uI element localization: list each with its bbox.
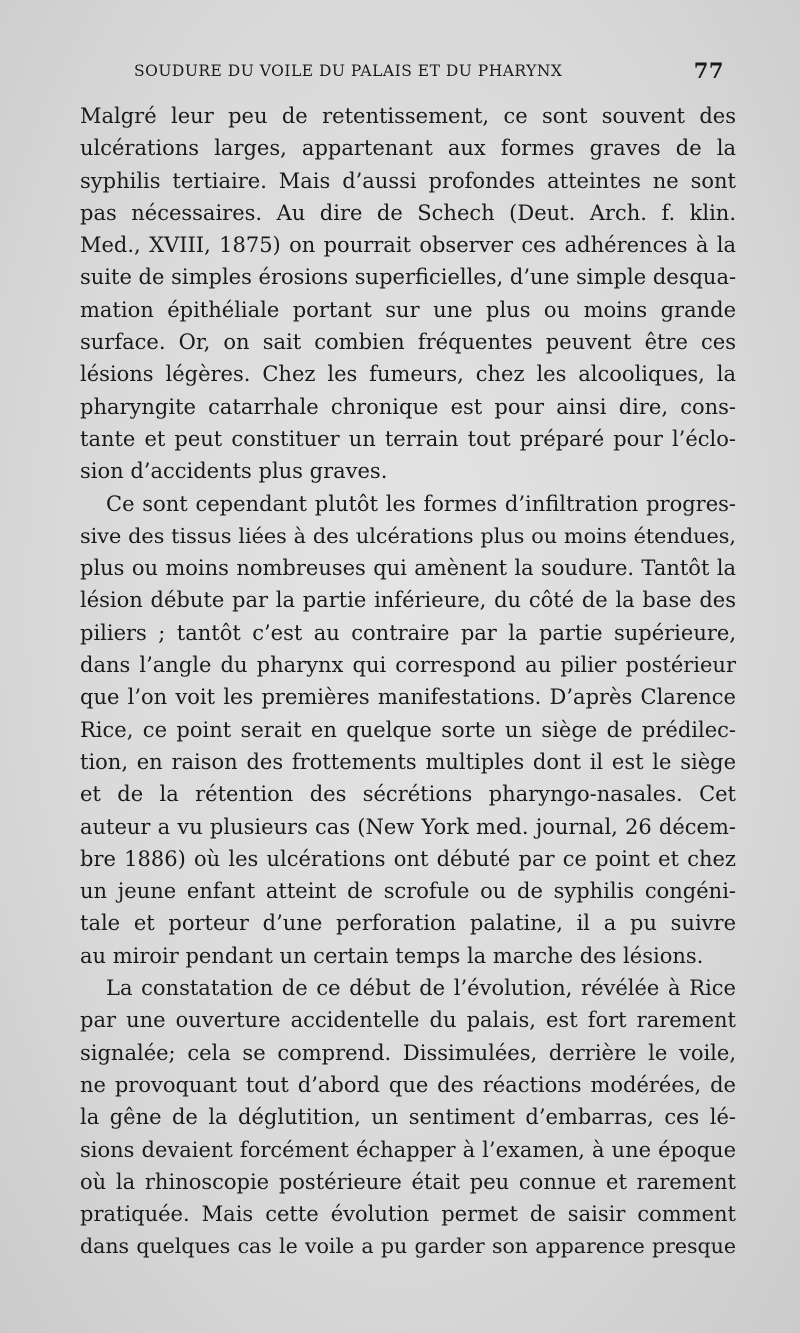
text-line: et de la rétention des sécrétions pharyngo-nasales. Cet	[80, 782, 736, 807]
text-line: lésion débute par la partie inférieure, du côté de la base des	[80, 588, 736, 613]
text-line: signalée; cela se comprend. Dissimulées, derrière le voile,	[80, 1040, 736, 1065]
text-line: tale et porteur d’une perforation palatine, il a pu suivre	[80, 911, 736, 936]
text-line: dans quelques cas le voile a pu garder son apparence presque	[80, 1234, 736, 1259]
text-line: sion d’accidents plus graves.	[80, 459, 388, 484]
text-line: pratiquée. Mais cette évolution permet de saisir comment	[80, 1202, 736, 1227]
text-line: Rice, ce point serait en quelque sorte un siège de prédilec-	[80, 717, 736, 742]
text-line: sions devaient forcément échapper à l’examen, à une époque	[80, 1137, 736, 1162]
text-line: un jeune enfant atteint de scrofule ou de syphilis congéni-	[80, 879, 736, 904]
page-number: 77	[693, 58, 724, 83]
text-line: que l’on voit les premières manifestations. D’après Clarence	[80, 685, 736, 710]
text-line: syphilis tertiaire. Mais d’aussi profondes atteintes ne sont	[80, 168, 736, 193]
text-line: lésions légères. Chez les fumeurs, chez les alcooliques, la	[80, 362, 736, 387]
text-line: mation épithéliale portant sur une plus ou moins grande	[80, 297, 736, 322]
text-line: bre 1886) où les ulcérations ont débuté par ce point et chez	[80, 846, 736, 871]
text-line: au miroir pendant un certain temps la marche des lésions.	[80, 943, 704, 968]
text-line: où la rhinoscopie postérieure était peu connue et rarement	[80, 1169, 736, 1194]
running-title: SOUDURE DU VOILE DU PALAIS ET DU PHARYNX	[134, 62, 563, 80]
text-line: auteur a vu plusieurs cas (New York med. journal, 26 décem-	[80, 814, 736, 839]
text-line: Malgré leur peu de retentissement, ce sont souvent des	[80, 104, 736, 128]
text-line: La constatation de ce début de l’évolution, révélée à Rice	[106, 976, 736, 1001]
body-text	[80, 100, 736, 1263]
text-line: Med., XVIII, 1875) on pourrait observer ces adhérences à la	[80, 233, 736, 258]
text-line: tante et peut constituer un terrain tout préparé pour l’éclo-	[80, 426, 736, 451]
text-line: tion, en raison des frottements multiples dont il est le siège	[80, 749, 736, 774]
text-line: par une ouverture accidentelle du palais, est fort rarement	[80, 1008, 736, 1033]
text-line: suite de simples érosions superficielles, d’une simple desqua-	[80, 265, 737, 290]
running-header	[134, 58, 724, 86]
text-line: dans l’angle du pharynx qui correspond au pilier postérieur	[80, 653, 736, 678]
text-line: pas nécessaires. Au dire de Schech (Deut. Arch. f. klin.	[80, 200, 736, 225]
text-line: surface. Or, on sait combien fréquentes peuvent être ces	[80, 330, 736, 355]
text-line: piliers ; tantôt c’est au contraire par la partie supérieure,	[80, 620, 736, 645]
text-line: pharyngite catarrhale chronique est pour ainsi dire, cons-	[80, 394, 736, 419]
text-line: sive des tissus liées à des ulcérations plus ou moins étendues,	[80, 523, 736, 548]
text-line: ne provoquant tout d’abord que des réactions modérées, de	[80, 1072, 736, 1097]
text-line: Ce sont cependant plutôt les formes d’infiltration progres-	[106, 491, 736, 516]
text-line: plus ou moins nombreuses qui amènent la soudure. Tantôt la	[80, 556, 736, 581]
text-line: la gêne de la déglutition, un sentiment d’embarras, ces lé-	[80, 1105, 736, 1130]
text-line: ulcérations larges, appartenant aux formes graves de la	[80, 136, 736, 161]
